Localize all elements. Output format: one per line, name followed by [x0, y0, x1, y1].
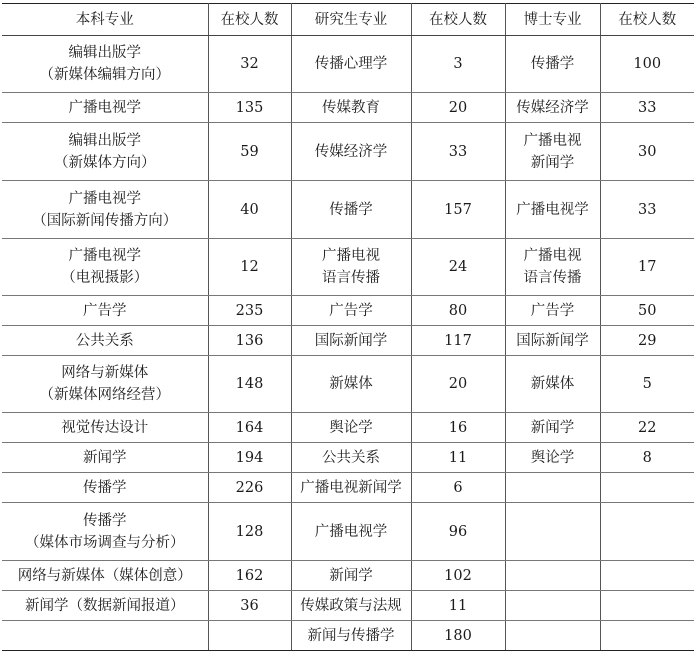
phd-count-cell [600, 591, 694, 621]
table-row [2, 326, 694, 356]
cell-text-line: 新闻学 [329, 567, 373, 584]
table-row [2, 591, 694, 621]
cell-text-line: 语言传播 [523, 270, 582, 286]
undergrad-major-cell [2, 239, 208, 296]
phd-count-cell: 22 [600, 413, 694, 443]
undergrad-major-cell [2, 561, 208, 591]
postgrad-count-cell: 20 [411, 93, 505, 123]
undergrad-count-cell: 59 [208, 123, 291, 181]
cell-text-line: 广告学 [530, 302, 575, 319]
phd-major-cell [505, 181, 600, 239]
postgrad-major-cell [291, 561, 411, 591]
table-row [2, 181, 694, 239]
table-row [2, 356, 694, 413]
postgrad-count-cell: 96 [411, 503, 505, 561]
cell-text-line: （国际新闻传播方向） [32, 212, 178, 229]
cell-text-line: （电视摄影） [61, 270, 149, 286]
cell-text-line: 新闻学（数据新闻报道） [25, 597, 185, 614]
postgrad-count-cell: 6 [411, 473, 505, 503]
postgrad-count-cell: 180 [411, 621, 505, 651]
undergrad-count-cell: 135 [208, 93, 291, 123]
cell-text-line: 广播电视学 [68, 190, 141, 207]
cell-text-line: 编辑出版学 [68, 132, 141, 149]
cell-text-line: 网络与新媒体（媒体创意） [17, 567, 192, 584]
cell-text-line: 新闻与传播学 [307, 627, 395, 644]
phd-major-cell [505, 443, 600, 473]
postgrad-major-cell [291, 503, 411, 561]
phd-count-cell [600, 503, 694, 561]
undergrad-count-cell: 235 [208, 296, 291, 326]
undergrad-count-cell: 164 [208, 413, 291, 443]
undergrad-major-cell [2, 93, 208, 123]
cell-text-line: 广播电视 [523, 248, 582, 264]
undergrad-major-cell [2, 413, 208, 443]
phd-major-cell [505, 296, 600, 326]
postgrad-count-cell: 117 [411, 326, 505, 356]
cell-text-line: 传媒教育 [322, 99, 380, 116]
table-row [2, 413, 694, 443]
postgrad-major-cell [291, 123, 411, 181]
postgrad-count-cell: 157 [411, 181, 505, 239]
cell-text-line: 新闻学 [83, 449, 127, 466]
undergrad-count-cell: 40 [208, 181, 291, 239]
undergrad-major-cell [2, 503, 208, 561]
phd-count-cell [600, 621, 694, 651]
postgrad-major-cell [291, 413, 411, 443]
cell-text-line: 编辑出版学 [68, 45, 141, 61]
cell-text-line: 新闻学 [530, 419, 575, 436]
phd-major-cell [505, 591, 600, 621]
postgrad-major-cell [291, 181, 411, 239]
table-row [2, 239, 694, 296]
phd-count-cell: 5 [600, 356, 694, 413]
postgrad-count-cell: 3 [411, 36, 505, 93]
postgrad-count-cell: 11 [411, 591, 505, 621]
enrollment-table [2, 3, 694, 651]
postgrad-major-cell [291, 326, 411, 356]
postgrad-major-cell [291, 36, 411, 93]
undergrad-count-cell: 12 [208, 239, 291, 296]
phd-count-cell [600, 473, 694, 503]
cell-text-line: 广播电视学 [314, 523, 388, 540]
cell-text-line: 国际新闻学 [314, 332, 388, 349]
undergrad-count-cell: 136 [208, 326, 291, 356]
cell-text-line: 视觉传达设计 [61, 419, 149, 436]
undergrad-major-cell [2, 326, 208, 356]
header-postgrad-count: 在校人数 [411, 4, 505, 36]
cell-text-line: 公共关系 [322, 449, 380, 466]
cell-text-line: 传播学 [83, 479, 127, 496]
table-row [2, 443, 694, 473]
cell-text-line: 广播电视学 [68, 248, 141, 264]
postgrad-major-cell [291, 443, 411, 473]
cell-text-line: 新媒体 [530, 376, 575, 392]
phd-major-cell [505, 561, 600, 591]
phd-major-cell [505, 473, 600, 503]
phd-major-cell [505, 36, 600, 93]
cell-text-line: 传媒经济学 [516, 99, 589, 116]
undergrad-count-cell: 194 [208, 443, 291, 473]
cell-text-line: 公共关系 [75, 332, 134, 349]
table-row [2, 503, 694, 561]
postgrad-count-cell: 80 [411, 296, 505, 326]
cell-text-line: 传播学 [83, 512, 127, 529]
cell-text-line: 传播学 [329, 201, 373, 218]
undergrad-count-cell: 148 [208, 356, 291, 413]
undergrad-count-cell: 32 [208, 36, 291, 93]
postgrad-major-cell [291, 621, 411, 651]
phd-major-cell [505, 326, 600, 356]
phd-count-cell: 8 [600, 443, 694, 473]
phd-count-cell: 29 [600, 326, 694, 356]
phd-major-cell [505, 356, 600, 413]
postgrad-count-cell: 33 [411, 123, 505, 181]
undergrad-major-cell [2, 473, 208, 503]
phd-count-cell: 50 [600, 296, 694, 326]
postgrad-major-cell [291, 473, 411, 503]
cell-text-line: 国际新闻学 [516, 332, 589, 349]
phd-count-cell: 33 [600, 93, 694, 123]
phd-major-cell [505, 93, 600, 123]
table-row [2, 93, 694, 123]
cell-text-line: 舆论学 [530, 449, 575, 466]
undergrad-count-cell: 128 [208, 503, 291, 561]
table-row [2, 123, 694, 181]
cell-text-line: 广播电视新闻学 [300, 479, 402, 496]
cell-text-line: 广告学 [329, 302, 373, 319]
phd-major-cell [505, 239, 600, 296]
cell-text-line: 广播电视 [523, 132, 582, 149]
undergrad-major-cell [2, 181, 208, 239]
header-undergrad-major: 本科专业 [2, 4, 208, 36]
undergrad-major-cell [2, 356, 208, 413]
header-phd-count: 在校人数 [600, 4, 694, 36]
undergrad-count-cell: 36 [208, 591, 291, 621]
phd-major-cell [505, 503, 600, 561]
phd-count-cell: 17 [600, 239, 694, 296]
postgrad-major-cell [291, 356, 411, 413]
undergrad-count-cell: 162 [208, 561, 291, 591]
undergrad-count-cell: 226 [208, 473, 291, 503]
undergrad-major-cell [2, 591, 208, 621]
cell-text-line: 传播心理学 [314, 56, 388, 72]
header-undergrad-count: 在校人数 [208, 4, 291, 36]
postgrad-count-cell: 102 [411, 561, 505, 591]
header-postgrad-major: 研究生专业 [291, 4, 411, 36]
cell-text-line: 传播学 [530, 56, 575, 72]
postgrad-major-cell [291, 239, 411, 296]
postgrad-count-cell: 16 [411, 413, 505, 443]
cell-text-line: （新媒体方向） [54, 154, 156, 171]
table-row [2, 473, 694, 503]
undergrad-major-cell [2, 621, 208, 651]
cell-text-line: （新媒体网络经营） [39, 387, 170, 403]
table-body [2, 36, 694, 651]
cell-text-line: 广播电视学 [68, 99, 141, 116]
cell-text-line: 传媒政策与法规 [300, 597, 402, 614]
cell-text-line: 广播电视学 [516, 201, 589, 218]
postgrad-major-cell [291, 93, 411, 123]
header-phd-major: 博士专业 [505, 4, 600, 36]
phd-count-cell [600, 561, 694, 591]
postgrad-major-cell [291, 591, 411, 621]
cell-text-line: 语言传播 [322, 270, 380, 286]
cell-text-line: （新媒体编辑方向） [39, 67, 170, 83]
cell-text-line: 传媒经济学 [314, 143, 388, 160]
undergrad-major-cell [2, 36, 208, 93]
postgrad-count-cell: 20 [411, 356, 505, 413]
undergrad-count-cell [208, 621, 291, 651]
postgrad-count-cell: 11 [411, 443, 505, 473]
postgrad-count-cell: 24 [411, 239, 505, 296]
cell-text-line: 网络与新媒体 [61, 365, 149, 381]
phd-count-cell: 33 [600, 181, 694, 239]
undergrad-major-cell [2, 123, 208, 181]
header-row [2, 4, 694, 36]
phd-major-cell [505, 123, 600, 181]
table-row [2, 296, 694, 326]
cell-text-line: 广播电视 [322, 248, 380, 264]
cell-text-line: 新闻学 [530, 154, 575, 171]
undergrad-major-cell [2, 443, 208, 473]
table-row [2, 561, 694, 591]
cell-text-line: 舆论学 [329, 419, 373, 436]
phd-major-cell [505, 621, 600, 651]
undergrad-major-cell [2, 296, 208, 326]
phd-count-cell: 30 [600, 123, 694, 181]
postgrad-major-cell [291, 296, 411, 326]
phd-count-cell: 100 [600, 36, 694, 93]
table-row [2, 36, 694, 93]
cell-text-line: （媒体市场调查与分析） [25, 534, 185, 551]
cell-text-line: 广告学 [83, 302, 127, 319]
table-row [2, 621, 694, 651]
phd-major-cell [505, 413, 600, 443]
cell-text-line: 新媒体 [329, 376, 373, 392]
